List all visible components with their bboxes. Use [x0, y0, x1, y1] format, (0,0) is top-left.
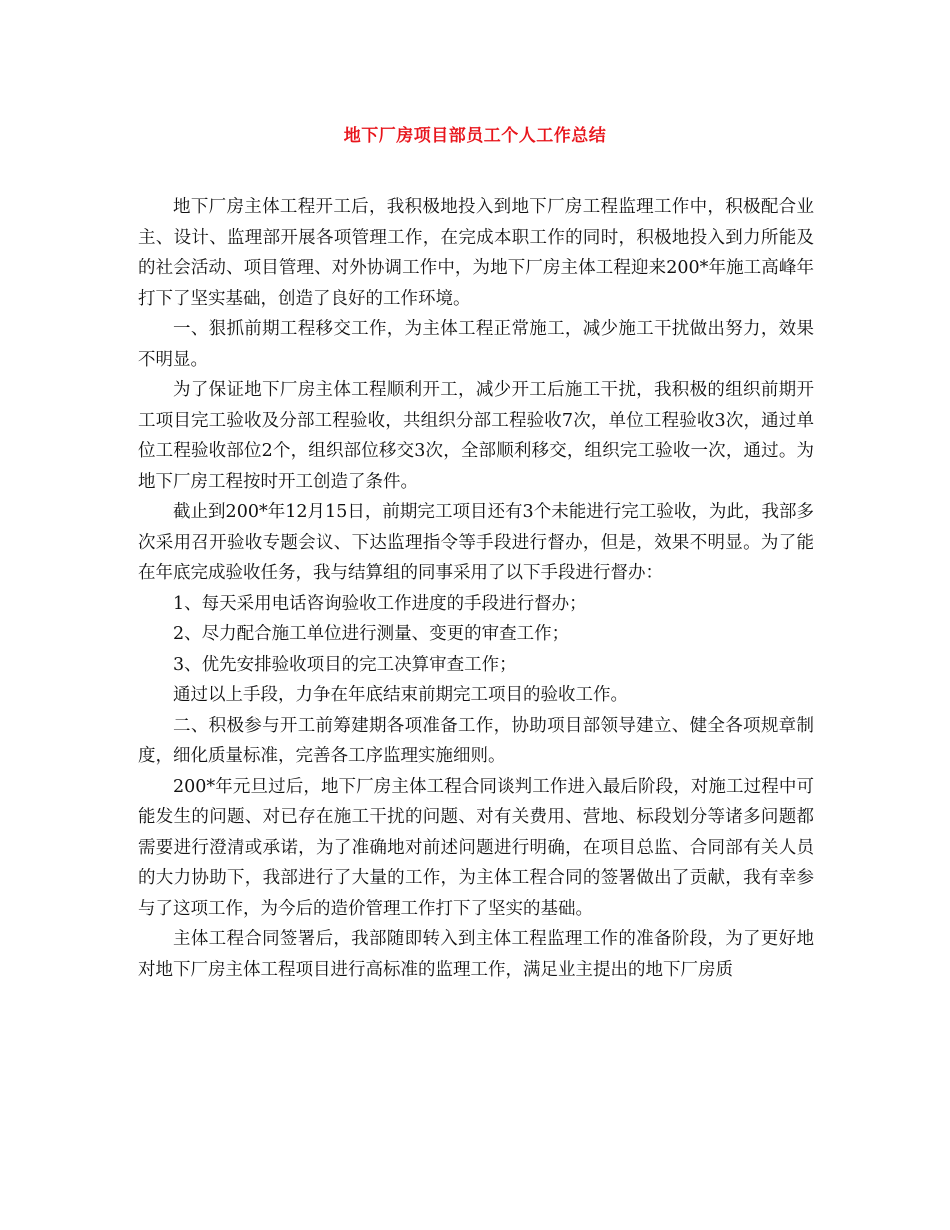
document-title: 地下厂房项目部员工个人工作总结 [343, 126, 607, 146]
section-heading: 二、积极参与开工前筹建期各项准备工作，协助项目部领导建立、健全各项规章制度，细化质量标准，完善各工序监理实施细则。 [138, 715, 814, 766]
paragraph: 为了保证地下厂房主体工程顺利开工，减少开工后施工干扰，我积极的组织前期开工项目完工验收及分部工程验收，共组织分部工程验收7次，单位工程验收3次，通过单位工程验收部位2个，组织部位移交3次，全部顺利移交，组织完工验收一次，通过。为地下厂房工程按时开工创造了条件。 [138, 380, 814, 492]
list-item: 3、优先安排验收项目的完工决算审查工作； [173, 654, 517, 675]
paragraph: 200*年元旦过后，地下厂房主体工程合同谈判工作进入最后阶段，对施工过程中可能发生的问题、对已存在施工干扰的问题、对有关费用、营地、标段划分等诸多问题都需要进行澄清或承诺，为了准确地对前述问题进行明确，在项目总监、合同部有关人员的大力协助下，我部进行了大量的工作，为主体工程合同的签署做出了贡献，我有幸参与了这项工作，为今后的造价管理工作打下了坚实的基础。 [138, 776, 814, 919]
list-item: 1、每天采用电话咨询验收工作进度的手段进行督办； [173, 593, 587, 614]
paragraph: 地下厂房主体工程开工后，我积极地投入到地下厂房工程监理工作中，积极配合业主、设计、监理部开展各项管理工作，在完成本职工作的同时，积极地投入到力所能及的社会活动、项目管理、对外协调工作中，为地下厂房主体工程迎来200*年施工高峰年打下了坚实基础，创造了良好的工作环境。 [138, 197, 814, 309]
paragraph: 主体工程合同签署后，我部随即转入到主体工程监理工作的准备阶段，为了更好地对地下厂房主体工程项目进行高标准的监理工作，满足业主提出的地下厂房质 [138, 929, 814, 980]
paragraph: 一、狠抓前期工程移交工作，为主体工程正常施工，减少施工干扰做出努力，效果不明显。 [138, 319, 814, 370]
paragraph: 通过以上手段，力争在年底结束前期完工项目的验收工作。 [173, 685, 628, 705]
paragraph: 截止到200*年12月15日，前期完工项目还有3个未能进行完工验收，为此，我部多次采用召开验收专题会议、下达监理指令等手段进行督办，但是，效果不明显。为了能在年底完成验收任务，我与结算组的同事采用了以下手段进行督办： [138, 502, 814, 583]
list-item: 2、尽力配合施工单位进行测量、变更的审查工作； [173, 624, 570, 644]
document-body [138, 192, 814, 985]
